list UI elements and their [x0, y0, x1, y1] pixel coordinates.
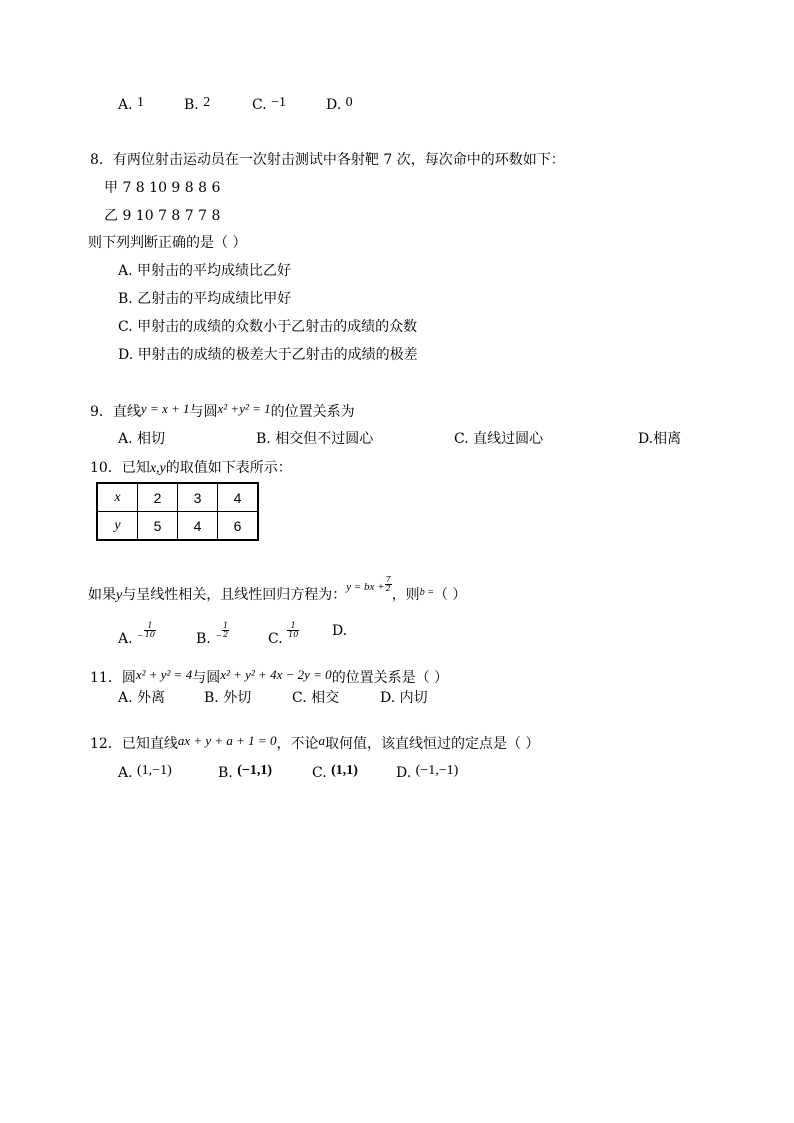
q12-option-d: D. (−1,−1)	[396, 763, 459, 781]
table-cell: y	[97, 512, 138, 541]
q11-option-a: A. 外离	[118, 690, 166, 706]
q10-option-b: B. − $\frac{1}{2}$	[196, 621, 229, 647]
q12-option-c: C. (1,1)	[312, 763, 358, 781]
q9-circle-equation: x² +y² = 1	[217, 401, 271, 416]
q10-stem: 10．已知x,y的取值如下表所示：	[90, 460, 292, 476]
q11-option-b: B. 外切	[204, 690, 252, 706]
q8-jia-scores: 甲 7 8 10 9 8 8 6	[104, 180, 221, 196]
q10-option-a: A. − $\frac{1}{10}$	[118, 621, 155, 647]
q10-regression-equation: y = bx +	[346, 581, 385, 593]
q12-option-a: A. (1,−1)	[118, 763, 172, 781]
q8-yi-scores: 乙 9 10 7 8 7 7 8	[104, 208, 221, 224]
q8-stem: 8．有两位射击运动员在一次射击测试中各射靶 7 次，每次命中的环数如下：	[90, 152, 565, 168]
q7-option-a: A. 1	[118, 95, 145, 113]
q7-option-b: B. 2	[184, 95, 211, 113]
q11-option-d: D. 内切	[380, 690, 428, 706]
q8-option-d: D. 甲射击的成绩的极差大于乙射击的成绩的极差	[118, 347, 418, 363]
q8-option-c: C. 甲射击的成绩的众数小于乙射击的成绩的众数	[118, 319, 418, 335]
q12-stem: 12．已知直线ax + y + a + 1 = 0，不论a取何值，该直线恒过的定点是（ ）	[90, 733, 540, 752]
table-row	[97, 512, 258, 541]
q8-option-b: B. 乙射击的平均成绩比甲好	[118, 291, 292, 307]
q10-option-d: D.	[332, 623, 348, 639]
q9-option-b: B. 相交但不过圆心	[256, 431, 374, 447]
q7-option-d: D. 0	[326, 95, 353, 113]
table-row	[97, 483, 258, 512]
q11-stem: 11．圆x² + y² = 4与圆x² + y² + 4x − 2y = 0的位置关系是（ ）	[90, 667, 449, 686]
q10-value-table	[96, 482, 259, 541]
table-cell: 5	[138, 512, 178, 541]
q8-option-a: A. 甲射击的平均成绩比乙好	[118, 263, 292, 279]
table-cell: x	[97, 483, 138, 512]
q9-line-equation: y = x + 1	[140, 401, 190, 416]
q10-regression-fraction: $\frac{7}{2}$	[385, 575, 391, 593]
q11-option-c: C. 相交	[292, 690, 340, 706]
q10-option-c: C. $\frac{1}{10}$	[268, 621, 299, 647]
q9-option-d: D.相离	[638, 431, 682, 447]
table-cell: 4	[178, 512, 218, 541]
table-cell: 6	[218, 512, 259, 541]
q8-ask: 则下列判断正确的是（ ）	[88, 235, 247, 251]
table-cell: 4	[218, 483, 259, 512]
q9-option-a: A. 相切	[118, 431, 166, 447]
table-cell: 3	[178, 483, 218, 512]
q11-circle1-equation: x² + y² = 4	[135, 667, 193, 682]
q10-regression-stem: 如果y与呈线性相关，且线性回归方程为：$^{y = bx +}$ $\frac{7}{2}$ ，则$^{b =}$（ ）	[88, 575, 467, 603]
q9-stem: 9．直线y = x + 1与圆x² +y² = 1的位置关系为	[90, 401, 355, 420]
q7-option-c: C. −1	[252, 95, 287, 113]
q12-option-b: B. (−1,1)	[218, 763, 273, 781]
q12-line-equation: ax + y + a + 1 = 0	[177, 733, 277, 748]
q11-circle2-equation: x² + y² + 4x − 2y = 0	[220, 667, 332, 682]
table-cell: 2	[138, 483, 178, 512]
q9-option-c: C. 直线过圆心	[454, 431, 544, 447]
